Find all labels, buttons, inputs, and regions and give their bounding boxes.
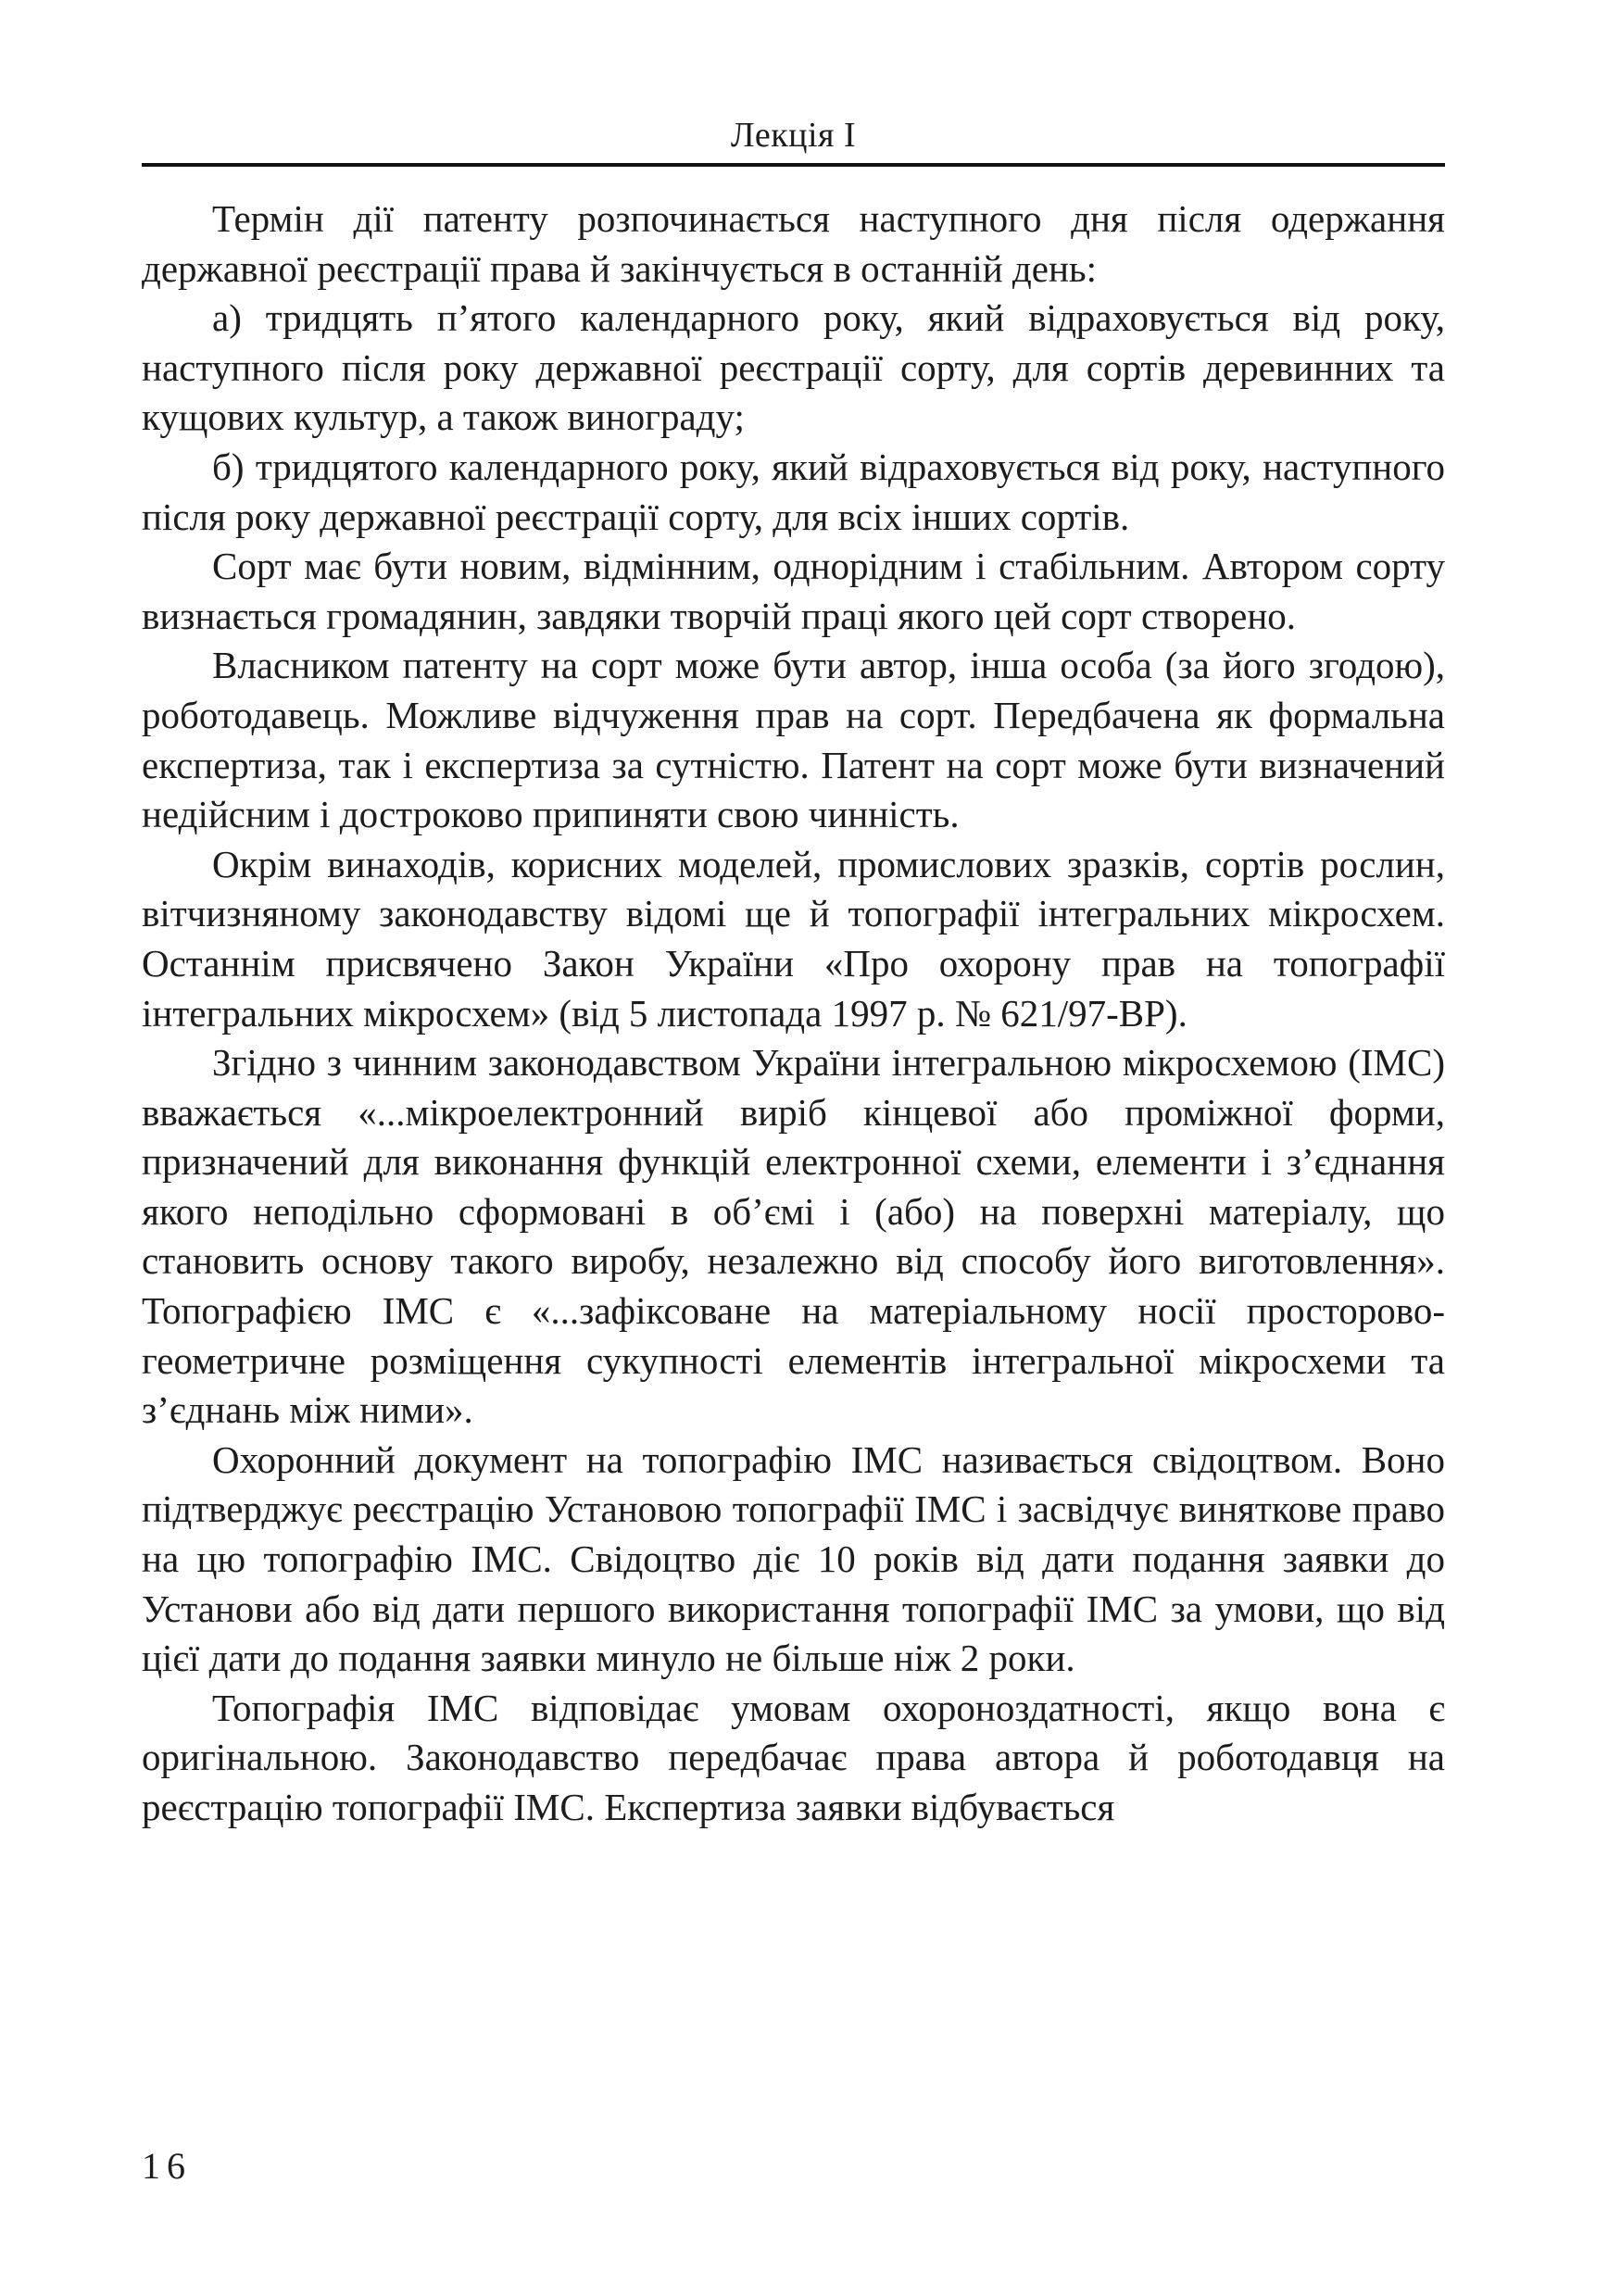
paragraph-item-b: б) тридцятого календарного року, який відраховується від року, наступного після року державної реєстрації сорту, для всіх інших сортів. — [142, 445, 1445, 538]
paragraph-ic-topographies-law: Окрім винаходів, корисних моделей, промислових зразків, сортів рослин, вітчизняному законодавству відомі ще й топографії інтегральних мікросхем. Останнім присвячено Закон України «Про охорону прав на топографії інтегральних мікросхем» (від 5 листопада 1997 р. № 621/97-ВР). — [142, 842, 1445, 1035]
paragraph-originality: Топографія ІМС відповідає умовам охороноздатності, якщо вона є оригінальною. Законодавство передбачає права автора й роботодавця на реєстрацію топографії ІМС. Експертиза заявки відбувається — [142, 1686, 1445, 1828]
header-rule — [142, 163, 1445, 167]
paragraph-patent-owner: Власником патенту на сорт може бути автор, інша особа (за його згодою), роботодавець. Можливе відчуження прав на сорт. Передбачена як формальна експертиза, так і експертиза за сутністю. Патент на сорт може бути визначений недійсним і достроково припиняти свою чинність. — [142, 644, 1445, 836]
paragraph-certificate: Охоронний документ на топографію ІМС називається свідоцтвом. Воно підтверджує реєстрацію Установою топографії ІМС і засвідчує виняткове право на цю топографію ІМС. Свідоцтво діє 10 років від дати подання заявки до Установи або від дати першого використання топографії ІМС за умови, що від цієї дати до подання заявки минуло не більше ніж 2 роки. — [142, 1437, 1445, 1680]
running-head-title: Лекція І — [730, 116, 857, 155]
paragraph-ic-definition: Згідно з чинним законодавством України інтегральною мікросхемою (ІМС) вважається «...мікроелектронний виріб кінцевої або проміжної форми, призначений для виконання функцій електронної схеми, елементи і з’єднання якого неподільно сформовані в об’ємі і (або) на поверхні матеріалу, що становить основу такого виробу, незалежно від способу його виготовлення». Топографією ІМС є «...зафіксоване на матеріальному носії просторово-геометричне розміщення сукупності елементів інтегральної мікросхеми та з’єднань між ними». — [142, 1041, 1445, 1432]
paragraph-item-a: а) тридцять п’ятого календарного року, який відраховується від року, наступного після року державної реєстрації сорту, для сортів деревинних та кущових культур, а також винограду; — [142, 296, 1445, 439]
paragraph-patent-term: Термін дії патенту розпочинається наступного дня після одержання державної реєстрації права й закінчується в останній день: — [142, 197, 1445, 290]
paragraph-variety-author: Сорт має бути новим, відмінним, однорідним і стабільним. Автором сорту визнається громадянин, завдяки творчій праці якого цей сорт створено. — [142, 545, 1445, 637]
page-number: 16 — [142, 2145, 192, 2187]
body-text — [142, 194, 1445, 1833]
